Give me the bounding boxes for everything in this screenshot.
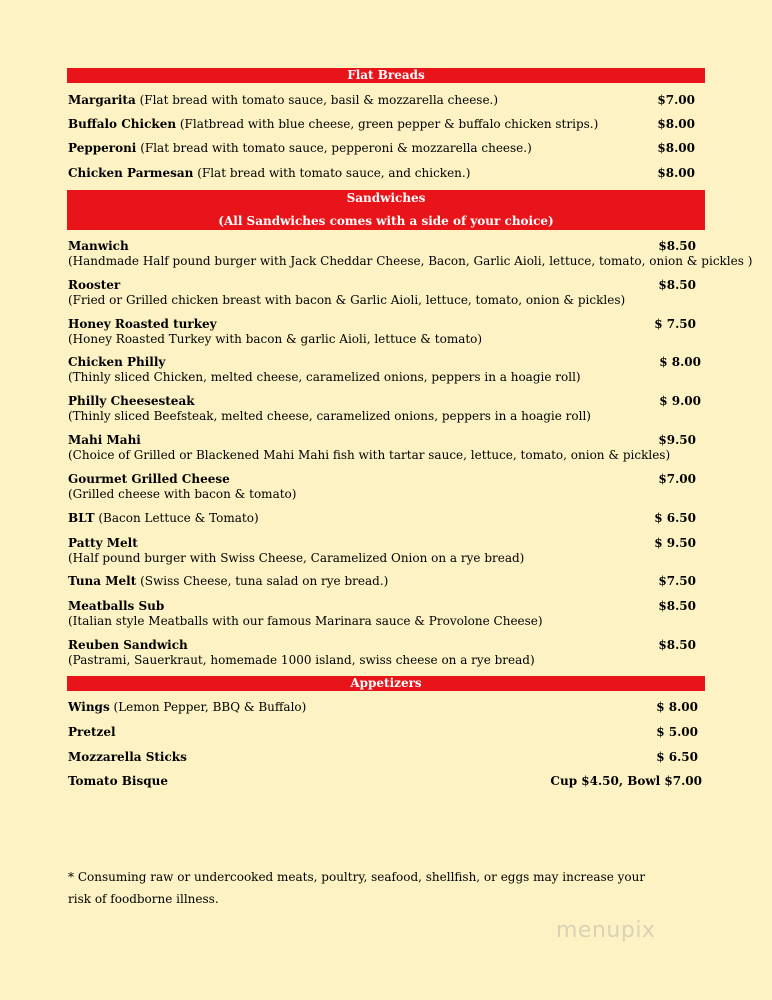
menu-item-sandwiches	[68, 278, 704, 308]
menu-item-sandwiches	[68, 394, 704, 424]
section-title: Flat Breads	[347, 68, 425, 82]
item-description: (Choice of Grilled or Blackened Mahi Mahi fish with tartar sauce, lettuce, tomato, onion & pickles)	[68, 448, 671, 462]
item-description: (Italian style Meatballs with our famous Marinara sauce & Provolone Cheese)	[68, 614, 543, 628]
menu-item-sandwiches	[68, 239, 753, 269]
menu-item-sandwiches	[68, 472, 704, 502]
item-price: $7.00	[658, 472, 696, 486]
item-name: Reuben Sandwich	[68, 638, 188, 652]
item-description: (Bacon Lettuce & Tomato)	[94, 511, 259, 525]
item-price: $ 5.00	[656, 725, 698, 739]
item-price: $7.00	[657, 93, 695, 107]
menu-item-sandwiches	[68, 511, 704, 526]
item-price: $8.00	[657, 117, 695, 131]
item-name: Tomato Bisque	[68, 774, 168, 788]
item-description: (Fried or Grilled chicken breast with bacon & Garlic Aioli, lettuce, tomato, onion & pickles)	[68, 293, 626, 307]
item-name: Chicken Philly	[68, 355, 166, 369]
item-price: $ 6.50	[656, 750, 698, 764]
item-price: $ 8.00	[656, 700, 698, 714]
item-price: $ 7.50	[654, 317, 696, 331]
item-price: $7.50	[658, 574, 696, 588]
item-description: (Pastrami, Sauerkraut, homemade 1000 island, swiss cheese on a rye bread)	[68, 653, 535, 667]
item-name: Rooster	[68, 278, 121, 292]
menu-item-appetizers	[68, 700, 704, 715]
item-name: Buffalo Chicken	[68, 117, 177, 131]
section-header-appetizers	[67, 676, 705, 691]
item-name: Mozzarella Sticks	[68, 750, 187, 764]
item-name: Manwich	[68, 239, 129, 253]
menu-item-sandwiches	[68, 536, 704, 566]
menu-item-flatbreads	[68, 93, 704, 108]
item-description: (Swiss Cheese, tuna salad on rye bread.)	[136, 574, 389, 588]
item-name: Wings	[68, 700, 110, 714]
section-header-sandwiches	[67, 190, 705, 230]
item-name: Gourmet Grilled Cheese	[68, 472, 230, 486]
menu-item-sandwiches	[68, 355, 704, 385]
section-header-flatbreads	[67, 68, 705, 83]
item-price: $8.50	[658, 278, 696, 292]
item-description: (Thinly sliced Chicken, melted cheese, caramelized onions, peppers in a hoagie roll)	[68, 370, 581, 384]
item-price: Cup $4.50, Bowl $7.00	[550, 774, 702, 788]
section-title: Appetizers	[350, 676, 422, 690]
menu-item-appetizers	[68, 750, 704, 765]
menu-item-sandwiches	[68, 574, 704, 589]
item-price: $9.50	[658, 433, 696, 447]
menu-item-flatbreads	[68, 117, 704, 132]
item-price: $ 9.50	[654, 536, 696, 550]
item-description: (Flat bread with tomato sauce, pepperoni & mozzarella cheese.)	[136, 141, 532, 155]
section-title: Sandwiches	[346, 191, 426, 205]
item-name: Tuna Melt	[68, 574, 137, 588]
item-description: (Lemon Pepper, BBQ & Buffalo)	[109, 700, 307, 714]
menu-item-sandwiches	[68, 433, 704, 463]
menu-item-flatbreads	[68, 166, 704, 181]
item-price: $8.00	[657, 141, 695, 155]
item-price: $8.50	[658, 638, 696, 652]
item-name: Honey Roasted turkey	[68, 317, 217, 331]
item-description: (Flat bread with tomato sauce, basil & mozzarella cheese.)	[135, 93, 499, 107]
menu-item-appetizers	[68, 774, 704, 789]
item-name: Philly Cheesesteak	[68, 394, 195, 408]
item-price: $ 9.00	[659, 394, 701, 408]
item-price: $8.50	[658, 239, 696, 253]
item-price: $8.50	[658, 599, 696, 613]
item-name: Pretzel	[68, 725, 116, 739]
item-price: $ 8.00	[659, 355, 701, 369]
menu-item-sandwiches	[68, 638, 704, 668]
item-price: $ 6.50	[654, 511, 696, 525]
watermark-logo: menupix	[556, 918, 656, 943]
item-name: Margarita	[68, 93, 136, 107]
item-description: (Grilled cheese with bacon & tomato)	[68, 487, 297, 501]
menu-item-sandwiches	[68, 317, 704, 347]
menu-item-appetizers	[68, 725, 704, 740]
item-name: Pepperoni	[68, 141, 137, 155]
item-name: Meatballs Sub	[68, 599, 165, 613]
item-description: (Half pound burger with Swiss Cheese, Caramelized Onion on a rye bread)	[68, 551, 525, 565]
item-description: (Flatbread with blue cheese, green pepper & buffalo chicken strips.)	[176, 117, 599, 131]
item-description: (Thinly sliced Beefsteak, melted cheese, caramelized onions, peppers in a hoagie roll)	[68, 409, 591, 423]
item-description: (Honey Roasted Turkey with bacon & garlic Aioli, lettuce & tomato)	[68, 332, 483, 346]
item-description: (Flat bread with tomato sauce, and chicken.)	[193, 166, 471, 180]
item-price: $8.00	[657, 166, 695, 180]
item-name: Chicken Parmesan	[68, 166, 194, 180]
section-note: (All Sandwiches comes with a side of your choice)	[218, 214, 554, 228]
item-description: (Handmade Half pound burger with Jack Cheddar Cheese, Bacon, Garlic Aioli, lettuce, tomato, onion & pickles )	[68, 254, 753, 268]
item-name: Patty Melt	[68, 536, 138, 550]
menu-item-sandwiches	[68, 599, 704, 629]
menu-item-flatbreads	[68, 141, 704, 156]
footnote: * Consuming raw or undercooked meats, poultry, seafood, shellfish, or eggs may increase your risk of foodborne illness.	[68, 870, 646, 906]
item-name: Mahi Mahi	[68, 433, 141, 447]
item-name: BLT	[68, 511, 95, 525]
